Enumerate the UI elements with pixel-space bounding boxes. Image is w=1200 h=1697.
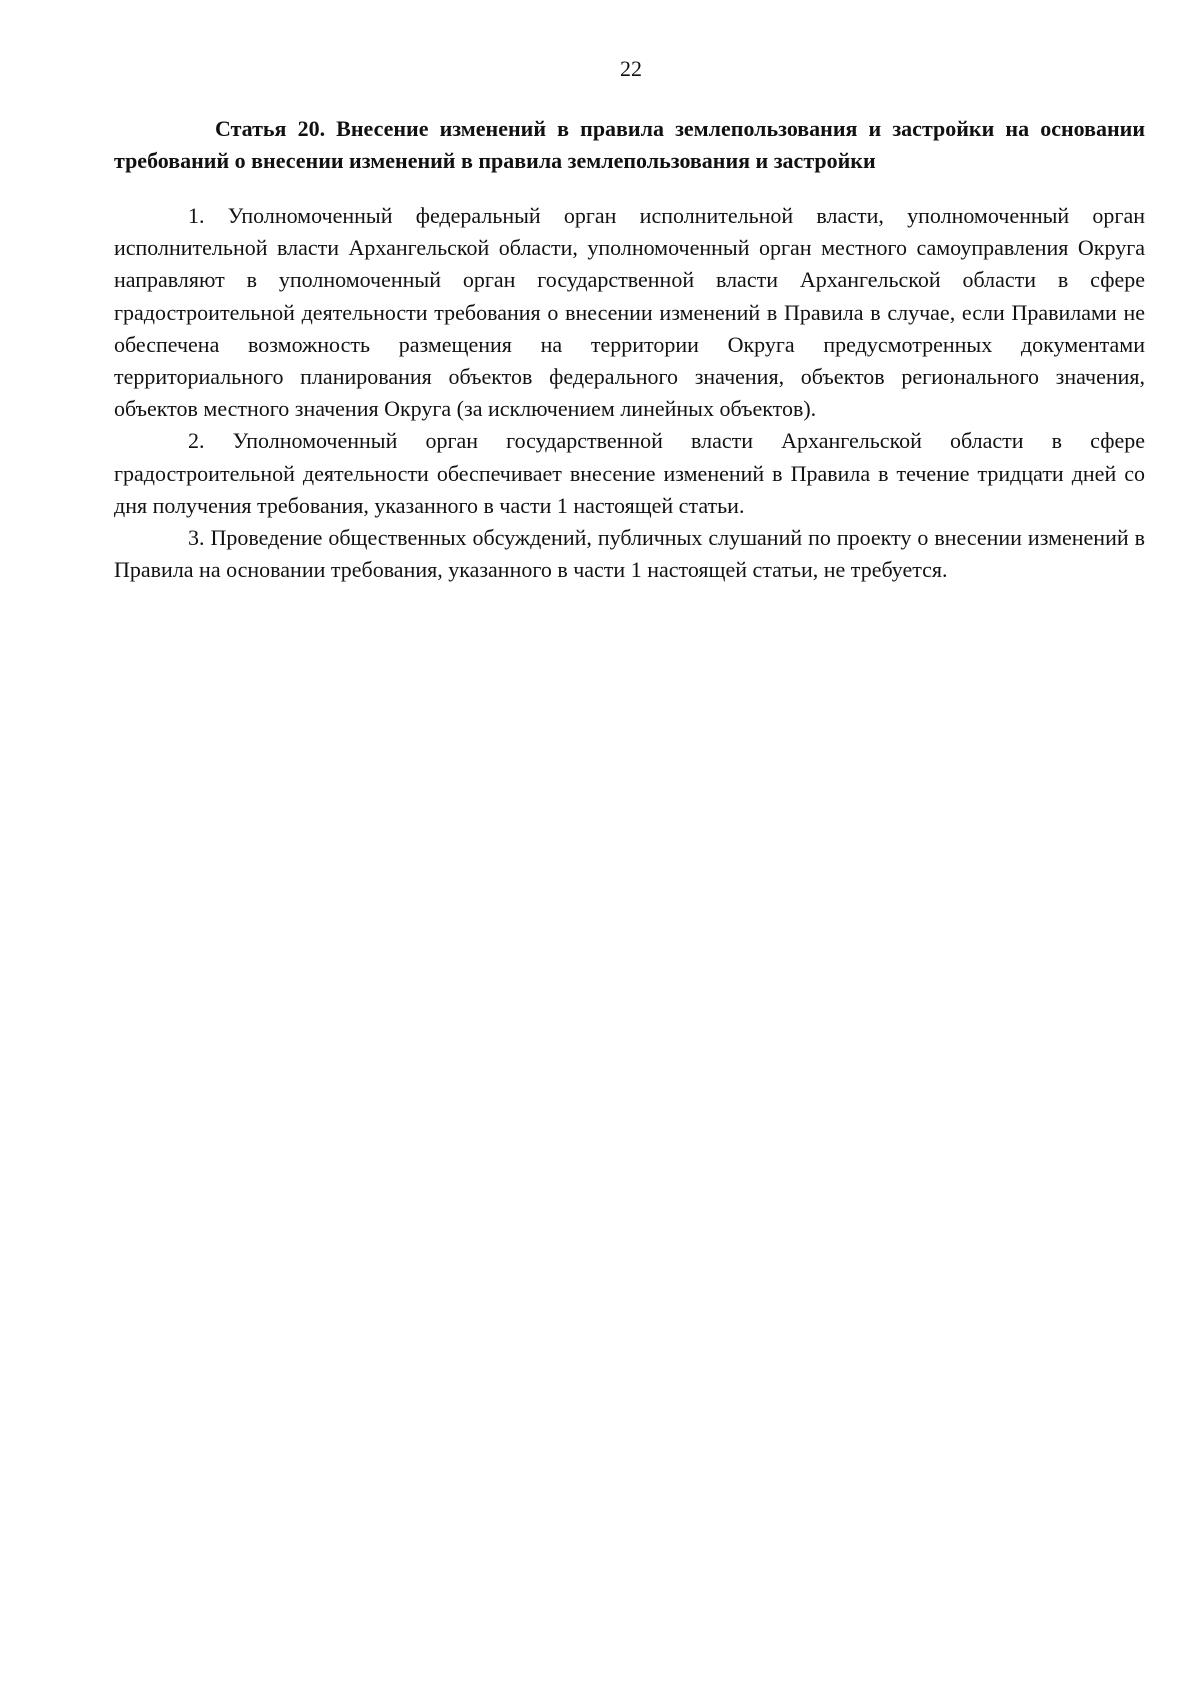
article xyxy=(114,113,1145,586)
paragraph-3: 3. Проведение общественных обсуждений, публичных слушаний по проекту о внесении изменений в Правила на основании требования, указанного в части 1 настоящей статьи, не требуется. xyxy=(114,525,1145,583)
paragraph-1: 1. Уполномоченный федеральный орган исполнительной власти, уполномоченный орган исполнительной власти Архангельской области, уполномоченный орган местного самоуправления Округа направляют в уполномоченный орган государственной власти Архангельской области в сфере градостроительной деятельности требования о внесении изменений в Правила в случае, если Правилами не обеспечена возможность размещения на территории Округа предусмотренных документами территориального планирования объектов федерального значения, объектов регионального значения, объектов местного значения Округа (за исключением линейных объектов). xyxy=(114,203,1145,422)
page-number: 22 xyxy=(620,56,642,81)
article-title: Статья 20. Внесение изменений в правила землепользования и застройки на основании требований о внесении изменений в правила землепользования и застройки xyxy=(114,116,1145,173)
paragraph-2: 2. Уполномоченный орган государственной власти Архангельской области в сфере градостроительной деятельности обеспечивает внесение изменений в Правила в течение тридцати дней со дня получения требования, указанного в части 1 настоящей статьи. xyxy=(114,428,1145,518)
